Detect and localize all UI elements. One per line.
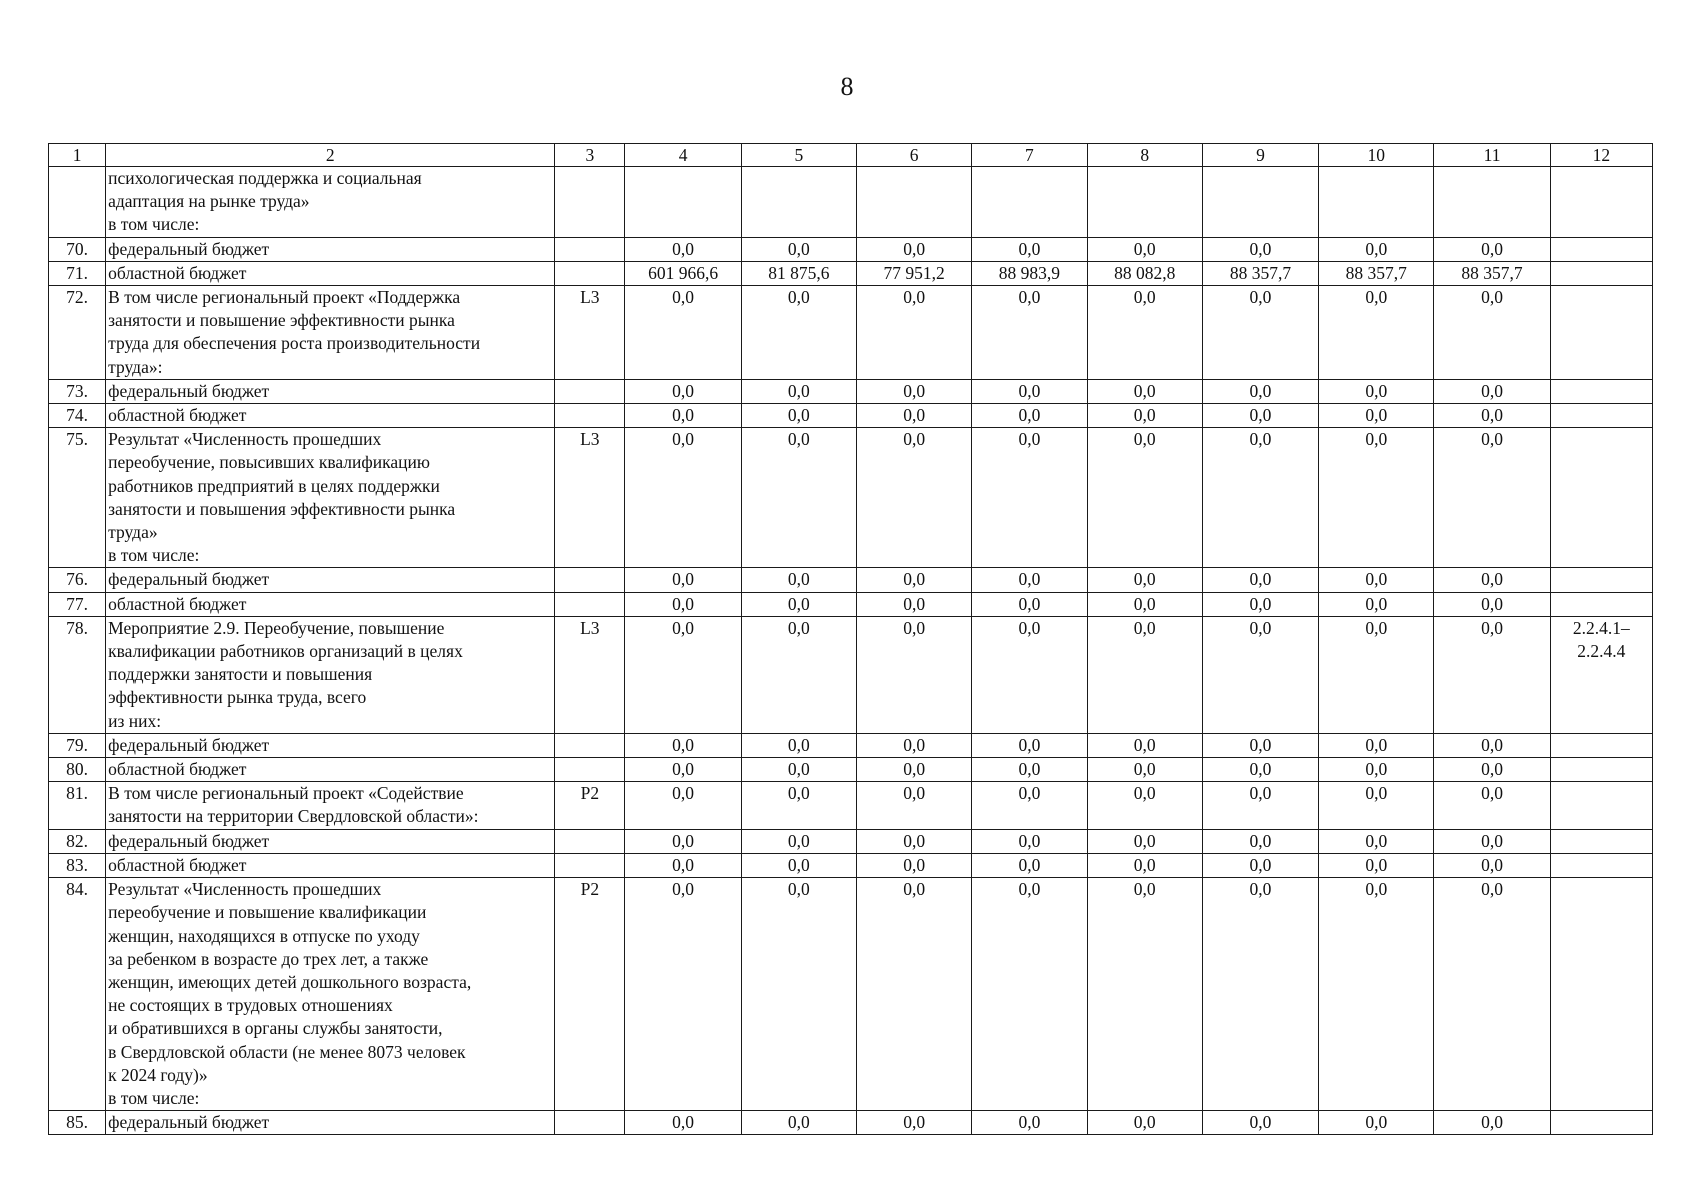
column-number-row [49,144,1653,167]
row-name-cell: федеральный бюджет [106,1111,555,1135]
column-number-header: 3 [555,144,625,167]
value-cell: 0,0 [1319,829,1434,853]
value-cell: 88 983,9 [972,261,1087,285]
value-cell: 0,0 [1434,878,1550,1111]
value-cell: 0,0 [1202,782,1318,829]
value-cell: 0,0 [1319,733,1434,757]
value-cell: 0,0 [972,286,1087,380]
value-cell: 0,0 [1087,878,1202,1111]
table-body [49,167,1653,1135]
row-code-cell [555,404,625,428]
value-cell: 0,0 [1202,592,1318,616]
value-cell: 0,0 [972,404,1087,428]
value-cell: 0,0 [972,428,1087,568]
value-cell: 0,0 [856,568,971,592]
row-reference-cell [1550,167,1652,238]
table-row [49,829,1653,853]
value-cell: 0,0 [856,237,971,261]
column-number-header: 1 [49,144,106,167]
table-row [49,568,1653,592]
value-cell: 0,0 [972,379,1087,403]
value-cell: 0,0 [856,592,971,616]
row-number-cell: 78. [49,616,106,733]
value-cell: 0,0 [625,592,741,616]
value-cell: 0,0 [1087,379,1202,403]
value-cell: 0,0 [1087,733,1202,757]
value-cell: 0,0 [856,286,971,380]
value-cell: 0,0 [972,733,1087,757]
value-cell: 0,0 [1319,1111,1434,1135]
row-code-cell [555,758,625,782]
value-cell: 0,0 [1202,286,1318,380]
column-number-header: 2 [106,144,555,167]
row-code-cell [555,1111,625,1135]
value-cell: 0,0 [1087,829,1202,853]
value-cell: 0,0 [972,616,1087,733]
value-cell [741,167,856,238]
value-cell: 0,0 [856,853,971,877]
row-number-cell: 80. [49,758,106,782]
value-cell: 0,0 [1434,237,1550,261]
value-cell: 0,0 [741,237,856,261]
value-cell: 0,0 [1202,379,1318,403]
table-row [49,167,1653,238]
value-cell: 0,0 [741,286,856,380]
row-name-cell: Результат «Численность прошедших переобучение и повышение квалификации женщин, находящихся в отпуске по уходу за ребенком в возрасте до трех лет, а также женщин, имеющих детей дошкольного возраста, не состоящих в трудовых отношениях и обратившихся в органы службы занятости, в Свердловской области (не менее 8073 человек к 2024 году)» в том числе: [106,878,555,1111]
value-cell [1319,167,1434,238]
value-cell: 0,0 [1319,404,1434,428]
budget-table [48,143,1653,1135]
row-name-cell: федеральный бюджет [106,379,555,403]
value-cell: 0,0 [741,878,856,1111]
value-cell: 0,0 [1202,878,1318,1111]
value-cell: 0,0 [1434,782,1550,829]
row-code-cell: P2 [555,878,625,1111]
value-cell: 0,0 [972,782,1087,829]
value-cell: 0,0 [1434,758,1550,782]
value-cell: 0,0 [625,237,741,261]
row-number-cell: 71. [49,261,106,285]
value-cell: 0,0 [741,758,856,782]
row-code-cell: L3 [555,428,625,568]
value-cell: 0,0 [1202,1111,1318,1135]
table-row [49,853,1653,877]
value-cell: 0,0 [625,853,741,877]
value-cell: 0,0 [625,878,741,1111]
table-row [49,1111,1653,1135]
value-cell: 0,0 [1202,758,1318,782]
value-cell: 0,0 [625,404,741,428]
row-reference-cell [1550,404,1652,428]
row-number-cell: 81. [49,782,106,829]
row-code-cell [555,379,625,403]
row-number-cell: 79. [49,733,106,757]
value-cell: 0,0 [741,782,856,829]
row-reference-cell [1550,853,1652,877]
row-name-cell: В том числе региональный проект «Содействие занятости на территории Свердловской области»: [106,782,555,829]
value-cell: 0,0 [856,878,971,1111]
value-cell: 0,0 [972,878,1087,1111]
column-number-header: 8 [1087,144,1202,167]
value-cell: 0,0 [1319,568,1434,592]
value-cell: 0,0 [856,733,971,757]
row-number-cell: 75. [49,428,106,568]
value-cell: 81 875,6 [741,261,856,285]
value-cell: 0,0 [625,758,741,782]
row-reference-cell [1550,261,1652,285]
row-reference-cell [1550,428,1652,568]
row-name-cell: психологическая поддержка и социальная адаптация на рынке труда» в том числе: [106,167,555,238]
value-cell: 0,0 [625,616,741,733]
value-cell [625,167,741,238]
row-reference-cell [1550,237,1652,261]
row-number-cell: 74. [49,404,106,428]
value-cell: 0,0 [856,616,971,733]
value-cell: 0,0 [741,568,856,592]
page-number: 8 [840,72,854,101]
row-reference-cell [1550,592,1652,616]
row-name-cell: областной бюджет [106,592,555,616]
value-cell: 0,0 [1434,853,1550,877]
row-name-cell: областной бюджет [106,261,555,285]
value-cell: 0,0 [741,853,856,877]
value-cell: 0,0 [972,237,1087,261]
row-code-cell [555,733,625,757]
value-cell: 0,0 [1087,237,1202,261]
row-number-cell: 73. [49,379,106,403]
value-cell: 0,0 [972,853,1087,877]
value-cell: 0,0 [1202,404,1318,428]
value-cell: 0,0 [1087,758,1202,782]
row-name-cell: областной бюджет [106,853,555,877]
value-cell: 88 357,7 [1319,261,1434,285]
table-row [49,878,1653,1111]
row-reference-cell [1550,758,1652,782]
column-number-header: 11 [1434,144,1550,167]
value-cell: 0,0 [1434,404,1550,428]
value-cell: 0,0 [625,428,741,568]
value-cell: 0,0 [1087,404,1202,428]
value-cell: 0,0 [625,379,741,403]
column-number-header: 7 [972,144,1087,167]
row-code-cell [555,167,625,238]
value-cell: 0,0 [1202,237,1318,261]
table-row [49,782,1653,829]
value-cell: 0,0 [625,733,741,757]
row-reference-cell [1550,379,1652,403]
row-code-cell [555,592,625,616]
value-cell: 0,0 [741,379,856,403]
value-cell: 0,0 [1087,592,1202,616]
value-cell: 0,0 [856,782,971,829]
value-cell: 0,0 [741,616,856,733]
value-cell: 0,0 [1087,428,1202,568]
value-cell: 0,0 [1319,592,1434,616]
value-cell: 0,0 [741,428,856,568]
value-cell: 0,0 [1434,616,1550,733]
value-cell: 0,0 [856,758,971,782]
value-cell: 0,0 [1087,1111,1202,1135]
row-code-cell: L3 [555,616,625,733]
value-cell: 0,0 [1087,286,1202,380]
value-cell: 0,0 [1319,379,1434,403]
row-name-cell: областной бюджет [106,758,555,782]
value-cell: 0,0 [1434,733,1550,757]
value-cell: 0,0 [856,428,971,568]
row-code-cell: L3 [555,286,625,380]
row-number-cell: 76. [49,568,106,592]
row-code-cell [555,261,625,285]
row-code-cell [555,568,625,592]
row-number-cell [49,167,106,238]
value-cell: 0,0 [1087,853,1202,877]
row-name-cell: областной бюджет [106,404,555,428]
column-number-header: 5 [741,144,856,167]
row-reference-cell [1550,568,1652,592]
row-number-cell: 85. [49,1111,106,1135]
value-cell [856,167,971,238]
column-number-header: 4 [625,144,741,167]
table-row [49,237,1653,261]
row-number-cell: 72. [49,286,106,380]
row-number-cell: 77. [49,592,106,616]
value-cell: 0,0 [1319,428,1434,568]
table-row [49,404,1653,428]
row-reference-cell [1550,286,1652,380]
value-cell: 0,0 [1202,616,1318,733]
value-cell: 0,0 [1434,829,1550,853]
row-code-cell [555,237,625,261]
value-cell: 0,0 [741,733,856,757]
value-cell: 88 357,7 [1434,261,1550,285]
row-reference-cell: 2.2.4.1– 2.2.4.4 [1550,616,1652,733]
table-row [49,261,1653,285]
value-cell: 0,0 [856,1111,971,1135]
value-cell: 0,0 [1319,853,1434,877]
row-reference-cell [1550,1111,1652,1135]
value-cell: 0,0 [856,829,971,853]
row-reference-cell [1550,878,1652,1111]
value-cell: 0,0 [741,829,856,853]
row-number-cell: 70. [49,237,106,261]
value-cell: 0,0 [625,1111,741,1135]
column-number-header: 6 [856,144,971,167]
row-number-cell: 84. [49,878,106,1111]
value-cell: 0,0 [972,1111,1087,1135]
value-cell: 0,0 [1202,568,1318,592]
value-cell: 0,0 [741,1111,856,1135]
value-cell: 0,0 [856,404,971,428]
value-cell: 88 357,7 [1202,261,1318,285]
value-cell: 0,0 [1319,286,1434,380]
table-row [49,286,1653,380]
value-cell: 0,0 [625,286,741,380]
value-cell: 0,0 [1202,733,1318,757]
value-cell [1434,167,1550,238]
value-cell: 0,0 [972,829,1087,853]
row-name-cell: В том числе региональный проект «Поддержка занятости и повышение эффективности рынка труда для обеспечения роста производительности труда»: [106,286,555,380]
value-cell: 88 082,8 [1087,261,1202,285]
value-cell: 0,0 [1434,592,1550,616]
value-cell: 601 966,6 [625,261,741,285]
row-name-cell: федеральный бюджет [106,829,555,853]
row-name-cell: федеральный бюджет [106,237,555,261]
table-row [49,592,1653,616]
value-cell: 0,0 [1202,829,1318,853]
value-cell: 0,0 [1434,286,1550,380]
value-cell [1087,167,1202,238]
row-reference-cell [1550,782,1652,829]
row-code-cell: P2 [555,782,625,829]
row-number-cell: 83. [49,853,106,877]
value-cell: 0,0 [972,568,1087,592]
row-number-cell: 82. [49,829,106,853]
row-code-cell [555,829,625,853]
table-row [49,428,1653,568]
value-cell: 0,0 [1202,428,1318,568]
value-cell: 0,0 [856,379,971,403]
value-cell: 0,0 [1434,1111,1550,1135]
row-name-cell: федеральный бюджет [106,568,555,592]
row-name-cell: Мероприятие 2.9. Переобучение, повышение квалификации работников организаций в целях поддержки занятости и повышения эффективности рынка труда, всего из них: [106,616,555,733]
row-name-cell: Результат «Численность прошедших переобучение, повысивших квалификацию работников предприятий в целях поддержки занятости и повышения эффективности рынка труда» в том числе: [106,428,555,568]
table-row [49,616,1653,733]
value-cell: 0,0 [1319,782,1434,829]
value-cell: 77 951,2 [856,261,971,285]
value-cell: 0,0 [972,758,1087,782]
row-reference-cell [1550,733,1652,757]
row-code-cell [555,853,625,877]
column-number-header: 10 [1319,144,1434,167]
value-cell: 0,0 [1202,853,1318,877]
value-cell: 0,0 [625,829,741,853]
value-cell: 0,0 [741,404,856,428]
value-cell: 0,0 [1434,379,1550,403]
value-cell: 0,0 [1319,237,1434,261]
value-cell: 0,0 [1434,568,1550,592]
table-row [49,379,1653,403]
value-cell [972,167,1087,238]
column-number-header: 12 [1550,144,1652,167]
value-cell: 0,0 [741,592,856,616]
value-cell: 0,0 [972,592,1087,616]
value-cell [1202,167,1318,238]
value-cell: 0,0 [1087,568,1202,592]
value-cell: 0,0 [625,782,741,829]
value-cell: 0,0 [1087,782,1202,829]
row-name-cell: федеральный бюджет [106,733,555,757]
row-reference-cell [1550,829,1652,853]
table-row [49,758,1653,782]
value-cell: 0,0 [1087,616,1202,733]
column-number-header: 9 [1202,144,1318,167]
value-cell: 0,0 [1319,758,1434,782]
value-cell: 0,0 [625,568,741,592]
table-row [49,733,1653,757]
value-cell: 0,0 [1319,616,1434,733]
value-cell: 0,0 [1434,428,1550,568]
value-cell: 0,0 [1319,878,1434,1111]
